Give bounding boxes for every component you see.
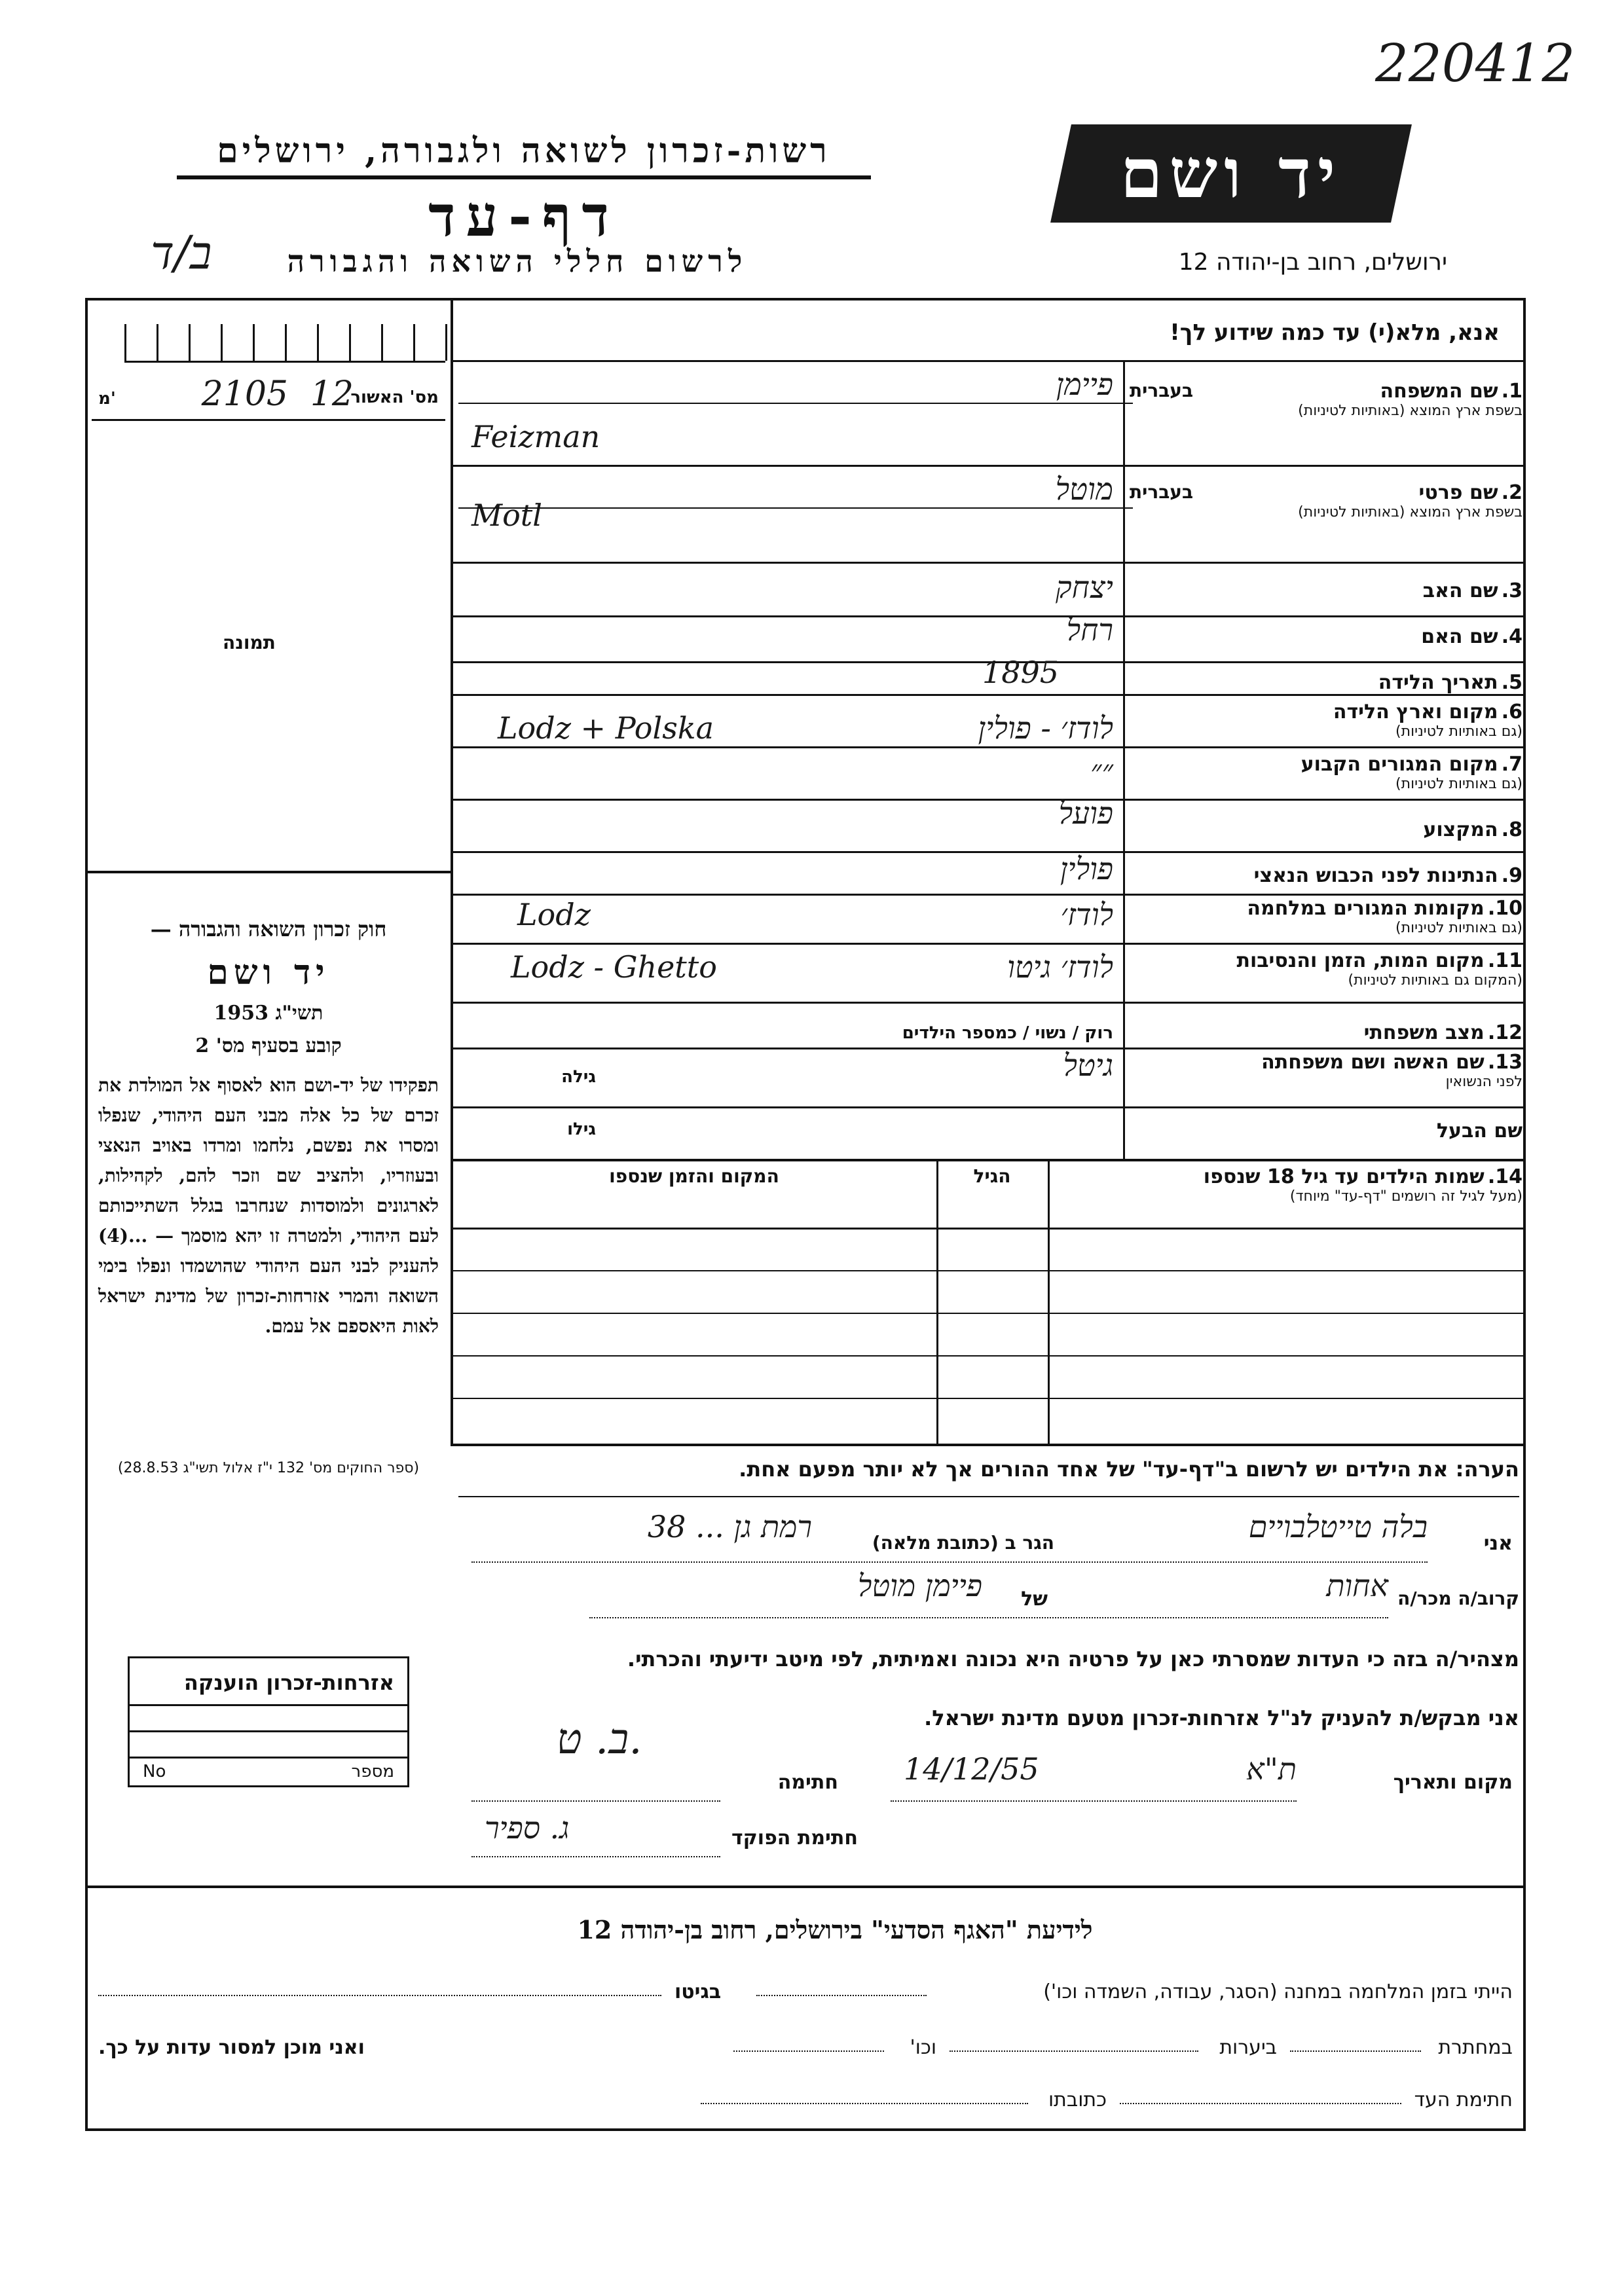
signature-label: חתימה bbox=[777, 1771, 838, 1794]
form-subtitle: לרשום חללי השואה והגבורה bbox=[287, 244, 748, 279]
field-9-title: הנתינות לפני הכבוש הנאצי bbox=[1253, 864, 1498, 887]
photo-label: תמונה bbox=[223, 632, 276, 653]
field-7-title: מקום המגורים הקבוע bbox=[1301, 753, 1498, 776]
certificate-box bbox=[128, 1656, 409, 1787]
field-13-sub: לפני הנשואין bbox=[1445, 1074, 1522, 1090]
confirm-suffix: 12 bbox=[310, 374, 354, 414]
officer-value[interactable]: ג. ספיר bbox=[485, 1810, 570, 1846]
date-value[interactable]: 14/12/55 bbox=[904, 1751, 1039, 1787]
children-label bbox=[1054, 1165, 1522, 1205]
husband-label bbox=[1130, 1120, 1522, 1142]
field-12-num: 12. bbox=[1487, 1021, 1522, 1044]
intro-text: אנא, מלא(י) עד כמה שידוע לך! bbox=[1170, 319, 1500, 346]
place-value[interactable]: ת"א bbox=[1246, 1751, 1297, 1787]
law-title: חוק זכרון השואה והגבורה — bbox=[150, 917, 387, 941]
field-10-title: מקומות המגורים במלחמה bbox=[1247, 897, 1485, 920]
field-12-options[interactable]: רוק / נשוי / כמספר הילדים bbox=[902, 1023, 1113, 1043]
field-11-sub: (המקום גם באותיות לטיניות) bbox=[1348, 972, 1522, 989]
field-5-title: תאריך הלידה bbox=[1378, 671, 1498, 694]
line1-end: בגיטו bbox=[674, 1980, 722, 2003]
relation-value[interactable]: אחות bbox=[1326, 1568, 1388, 1603]
field-6-label bbox=[1130, 701, 1522, 740]
field-8-label bbox=[1130, 818, 1522, 841]
field-6-value-latin[interactable]: Lodz + Polska bbox=[498, 710, 714, 746]
law-year: תשי"ג 1953 bbox=[213, 1002, 323, 1025]
field-9-label bbox=[1130, 864, 1522, 887]
margin-note: ב/ד bbox=[151, 226, 212, 280]
field-4-num: 4. bbox=[1501, 625, 1522, 648]
line3-a: חתימת העד bbox=[1414, 2088, 1513, 2111]
field-6-title: מקום וארץ הלידה bbox=[1333, 701, 1498, 723]
children-num: 14. bbox=[1487, 1165, 1522, 1188]
field-1-title: שם המשפחה bbox=[1380, 380, 1498, 403]
field-11-value-he[interactable]: לודז׳ גיטו bbox=[1007, 949, 1113, 985]
field-7-value[interactable]: ״״ bbox=[1090, 753, 1113, 788]
field-7-num: 7. bbox=[1501, 753, 1522, 776]
field-8-value[interactable]: פועל bbox=[1058, 795, 1113, 831]
confirm-label: מס' האשור bbox=[350, 388, 439, 407]
of-label: של bbox=[1021, 1588, 1048, 1611]
field-2-title: שם פרטי bbox=[1418, 481, 1498, 504]
field-2-sub: בשפת ארץ המוצא (באותיות לטיניות) bbox=[1298, 504, 1522, 520]
form-title: דף-עד bbox=[428, 183, 619, 249]
bottom-title: לידיעת "האגף הסדעי" בירושלים, רחוב בן-יהודה 12 bbox=[577, 1915, 1093, 1944]
field-8-num: 8. bbox=[1501, 818, 1522, 841]
resident-value[interactable]: רמת גן ... 38 bbox=[647, 1509, 812, 1544]
field-3-label bbox=[1130, 579, 1522, 602]
field-11-value-latin[interactable]: Lodz - Ghetto bbox=[511, 949, 717, 985]
field-1-value-he[interactable]: פיימן bbox=[1056, 367, 1113, 402]
children-note: הערה: את הילדים יש לרשום ב"דף-עד" של אחד ההורים אך לא יותר מפעם אחת. bbox=[739, 1457, 1519, 1482]
ani-value[interactable]: בלה טייטלבויים bbox=[1248, 1509, 1428, 1544]
law-name: יד ושם bbox=[207, 953, 330, 993]
intro-rule bbox=[451, 360, 1526, 362]
tick-boxes bbox=[124, 324, 445, 363]
place-date-label: מקום ותאריך bbox=[1393, 1771, 1513, 1794]
field-5-num: 5. bbox=[1501, 671, 1522, 694]
header-rule bbox=[177, 175, 871, 179]
field-4-label bbox=[1130, 625, 1522, 648]
line1-text: הייתי בזמן המלחמה במחנה (הסגר, עבודה, השמדה וכו') bbox=[1043, 1980, 1513, 2003]
field-3-value[interactable]: יצחק bbox=[1055, 570, 1113, 605]
sidebar-divider bbox=[451, 298, 453, 1444]
confirm-rule bbox=[92, 419, 445, 421]
line2-end: ואני מוכן למסור עדות על כך. bbox=[98, 2036, 365, 2059]
label-column-divider bbox=[1123, 360, 1125, 1159]
field-2-hebrew-tag: בעברית bbox=[1130, 481, 1194, 503]
bottom-line-2 bbox=[98, 2036, 1513, 2069]
ani-label: אני bbox=[1483, 1532, 1513, 1555]
field-10-sub: (גם באותיות לטיניות) bbox=[1395, 920, 1522, 936]
field-5-value[interactable]: 1895 bbox=[982, 655, 1060, 690]
field-2-value-he[interactable]: מוטל bbox=[1055, 471, 1113, 507]
field-7-sub: (גם באותיות לטיניות) bbox=[1395, 776, 1522, 792]
confirm-value: 2105 bbox=[201, 374, 288, 414]
children-col-place: המקום והזמן שנספו bbox=[609, 1165, 779, 1187]
field-6-value-he[interactable]: לודז׳ - פולין bbox=[978, 710, 1113, 746]
field-10-value-he[interactable]: לודז׳ bbox=[1060, 897, 1113, 932]
confirm-number-row: מס' האשור 12 2105 'מ bbox=[98, 374, 439, 414]
field-1-value-latin[interactable]: Feizman bbox=[471, 419, 600, 454]
photo-rule bbox=[85, 871, 451, 873]
relative-label: קרוב/ה מכר/ה bbox=[1397, 1588, 1519, 1609]
field-13-label bbox=[1130, 1051, 1522, 1090]
husband-age-label: גילו bbox=[567, 1120, 596, 1139]
field-10-num: 10. bbox=[1487, 897, 1522, 920]
authority-name: רשות-זכרון לשואה ולגבורה, ירושלים bbox=[217, 131, 831, 171]
field-3-num: 3. bbox=[1501, 579, 1522, 602]
certificate-title: אזרחות-זכרון הוענקה bbox=[183, 1670, 394, 1695]
field-8-title: המקצוע bbox=[1423, 818, 1498, 841]
of-value[interactable]: פיימן מוטל bbox=[857, 1568, 982, 1603]
line2-b: ביערות bbox=[1219, 2036, 1277, 2059]
children-col-age: הגיל bbox=[973, 1165, 1011, 1187]
logo-text: יד ושם bbox=[1120, 133, 1342, 213]
bottom-line-1 bbox=[98, 1980, 1513, 2013]
signature-value[interactable]: ב. ט. bbox=[557, 1715, 642, 1764]
statement: מצהיר/ה בזה כי העדות שמסרתי כאן על פרטיה היא נכונה ואמיתית, לפי מיטב ידיעתי והכרתי. bbox=[627, 1647, 1519, 1671]
field-11-num: 11. bbox=[1487, 949, 1522, 972]
field-1-sub: בשפת ארץ המוצא (באותיות לטיניות) bbox=[1298, 403, 1522, 419]
field-9-num: 9. bbox=[1501, 864, 1522, 887]
archive-number: 220412 bbox=[1375, 33, 1576, 94]
field-13-num: 13. bbox=[1487, 1051, 1522, 1074]
law-text: תפקידו של יד-ושם הוא לאסוף אל המולדת את זכרם של כל אלה מבני העם היהודי, שנפלו ומסרו את נפשם, נלחמו ומרדו באויב הנאצי ובעוזריו, ולהציב שם וזכר להם, לקהילות, לארגונים ולמוסדות שנחרבו בגלל השתייכותם לעם היהודי, ולמטרה זו יהא מוסמך — ...(4) להעניק לבני העם היהודי שהושמדו ונפלו בימי השואה והמרי אזרחות-זכרון של מדינת ישראל לאות היאספם אל עמם. bbox=[98, 1074, 439, 1337]
law-clause: קובע בסעיף מס' 2 bbox=[195, 1034, 342, 1057]
field-9-value[interactable]: פולין bbox=[1060, 851, 1113, 886]
field-2-value-latin[interactable]: Motl bbox=[471, 498, 542, 533]
field-12-label bbox=[1130, 1021, 1522, 1044]
husband-title: שם הבעל bbox=[1436, 1120, 1522, 1142]
address: ירושלים, רחוב בן-יהודה 12 bbox=[1178, 249, 1447, 276]
field-13-age-label: גילה bbox=[561, 1067, 596, 1087]
field-6-num: 6. bbox=[1501, 701, 1522, 723]
line2-c: וכו' bbox=[910, 2036, 936, 2059]
field-10-label bbox=[1130, 897, 1522, 936]
certificate-number-label: מספר bbox=[351, 1762, 394, 1781]
field-11-title: מקום המות, הזמן והנסיבות bbox=[1236, 949, 1485, 972]
bottom-rule bbox=[85, 1886, 1526, 1888]
request: אני מבקש/ת להעניק לנ"ל אזרחות-זכרון מטעם מדינת ישראל. bbox=[924, 1705, 1519, 1730]
field-1-num: 1. bbox=[1501, 380, 1522, 403]
field-13-title: שם האשה ושם משפחתה bbox=[1261, 1051, 1485, 1074]
field-11-label bbox=[1130, 949, 1522, 989]
field-12-title: מצב משפחתי bbox=[1363, 1021, 1485, 1044]
resident-label: הגר ב (כתובת מלאה) bbox=[872, 1532, 1054, 1554]
field-6-sub: (גם באותיות לטיניות) bbox=[1395, 723, 1522, 740]
field-5-label bbox=[1130, 671, 1522, 694]
yad-vashem-logo bbox=[1050, 124, 1412, 223]
officer-label: חתימת הפוקד bbox=[731, 1827, 858, 1850]
field-13-value[interactable]: גיטל bbox=[1063, 1048, 1113, 1083]
field-10-value-latin[interactable]: Lodz bbox=[517, 897, 591, 932]
children-sub: (מעל לגיל זה רושמים "דף-עד" מיוחד) bbox=[1289, 1188, 1522, 1205]
field-1-hebrew-tag: בעברית bbox=[1130, 380, 1194, 401]
field-2-num: 2. bbox=[1501, 481, 1522, 504]
certificate-number-prefix: No bbox=[143, 1762, 166, 1781]
line2-a: במחתרת bbox=[1438, 2036, 1513, 2059]
field-4-value[interactable]: רחל bbox=[1066, 612, 1113, 647]
field-4-title: שם האם bbox=[1421, 625, 1498, 648]
field-7-label bbox=[1130, 753, 1522, 792]
line3-b: כתובתו bbox=[1048, 2088, 1107, 2111]
bottom-line-3 bbox=[98, 2088, 1513, 2121]
field-3-title: שם האב bbox=[1422, 579, 1498, 602]
children-title: שמות הילדים עד גיל 18 שנספו bbox=[1203, 1165, 1485, 1188]
law-source: (ספר החוקים מס' 132 י"ז אלול תשי"ג 28.8.53) bbox=[117, 1460, 420, 1476]
